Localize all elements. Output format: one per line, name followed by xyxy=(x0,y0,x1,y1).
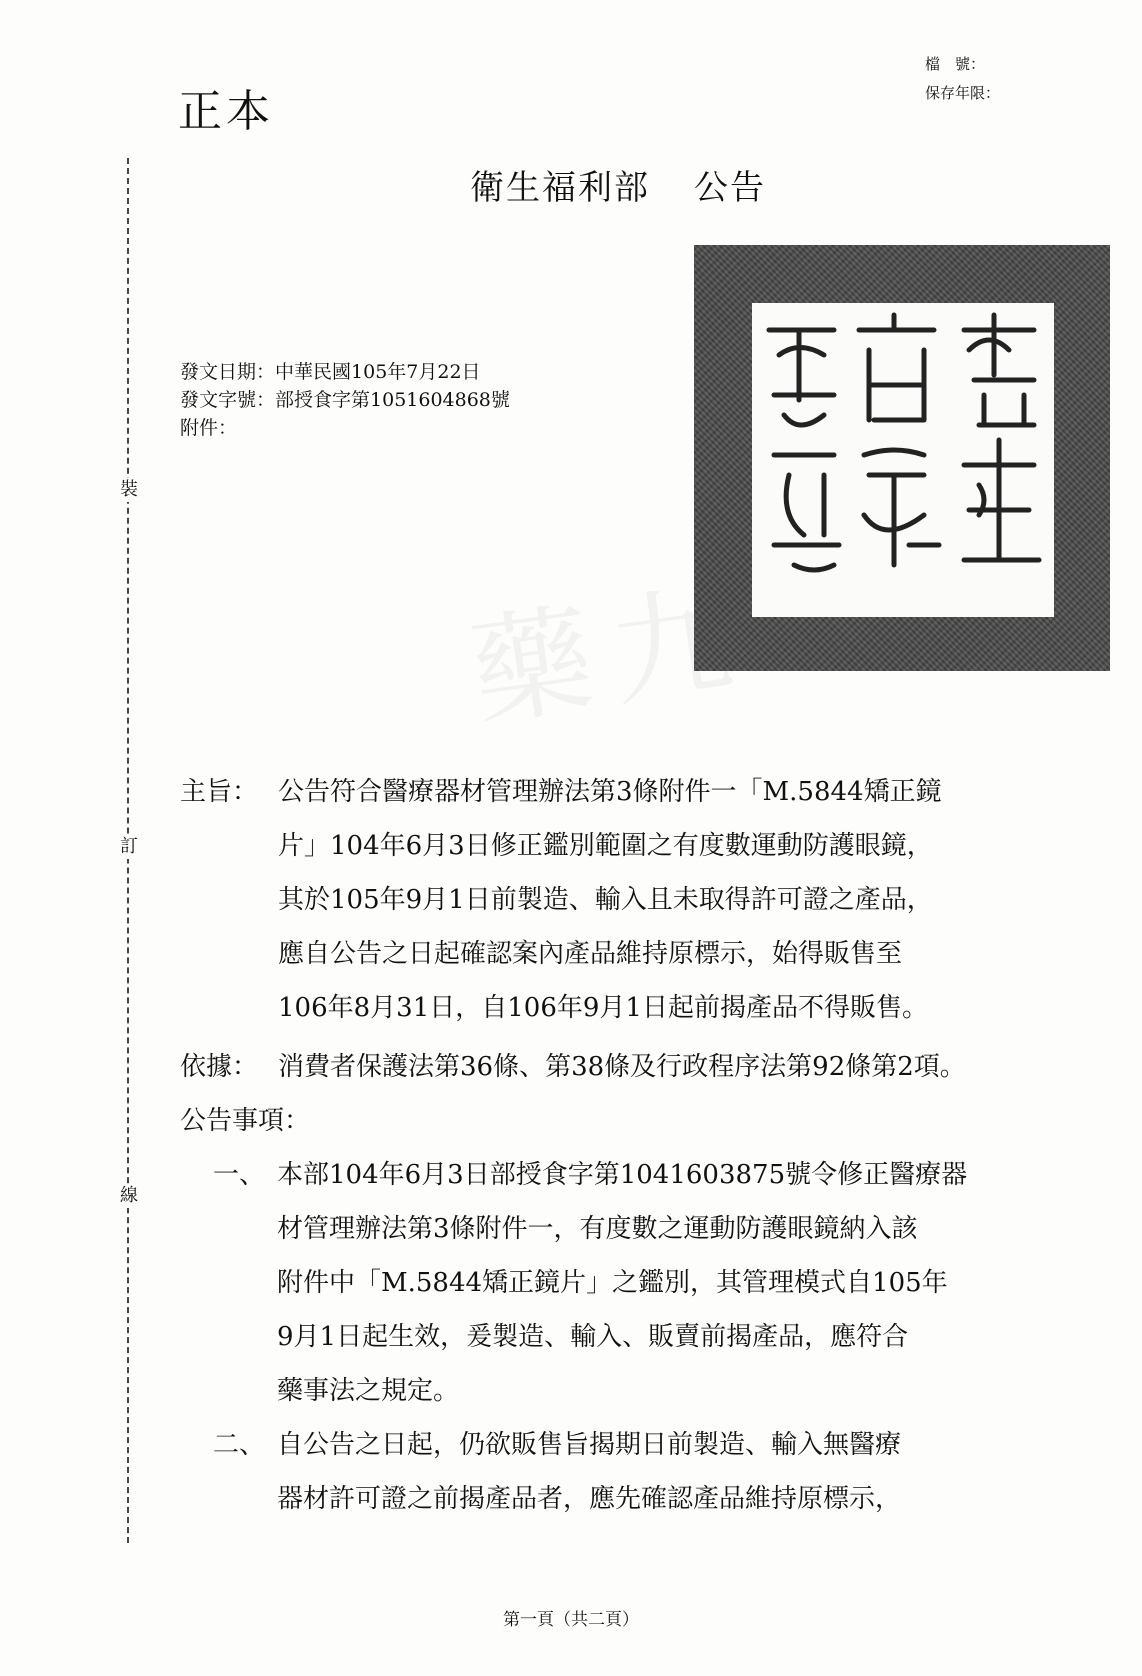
attachment-row xyxy=(180,414,510,442)
official-seal xyxy=(694,245,1110,671)
item-2-line-2: 器材許可證之前揭產品者，應先確認產品維持原標示， xyxy=(277,1484,902,1514)
original-copy-mark: 正本 xyxy=(178,86,274,137)
issue-number-value: 部授食字第1051604868號 xyxy=(275,389,510,411)
issue-info xyxy=(180,358,510,442)
agency-name: 衛生福利部 xyxy=(470,168,650,208)
issue-number-row xyxy=(180,386,510,414)
item-1-line-4: 9月1日起生效，爰製造、輸入、販賣前揭產品，應符合 xyxy=(277,1322,909,1352)
basis-text: 消費者保護法第36條、第38條及行政程序法第92條第2項。 xyxy=(278,1052,966,1082)
announcement-item-1 xyxy=(213,1148,967,1418)
binding-char-zhuang: 裝 xyxy=(117,478,141,502)
binding-char-ding: 訂 xyxy=(117,835,141,859)
subject-line-4: 應自公告之日起確認案內產品維持原標示，始得販售至 xyxy=(278,939,903,969)
document-type: 公告 xyxy=(694,168,766,208)
subject-section xyxy=(180,765,942,1035)
document-title xyxy=(470,160,766,209)
item-2-label: 二、 xyxy=(213,1430,266,1460)
subject-line-3: 其於105年9月1日前製造、輸入且未取得許可證之產品， xyxy=(278,885,933,915)
issue-date-value: 中華民國105年7月22日 xyxy=(275,361,481,383)
seal-script-drawing xyxy=(694,245,1110,671)
basis-section xyxy=(180,1040,966,1094)
item-1-line-5: 藥事法之規定。 xyxy=(277,1376,460,1406)
issue-date-row xyxy=(180,358,510,386)
file-meta xyxy=(925,50,1000,108)
announcement-item-2 xyxy=(213,1418,901,1526)
binding-char-xian: 線 xyxy=(117,1184,141,1208)
issue-date-label: 發文日期： xyxy=(180,361,276,383)
basis-label: 依據： xyxy=(180,1052,259,1082)
page-number: 第一頁（共二頁） xyxy=(503,1610,639,1630)
subject-line-1: 主旨： 公告符合醫療器材管理辦法第3條附件一「M.5844矯正鏡 xyxy=(180,765,942,819)
item-1-line-3: 附件中「M.5844矯正鏡片」之鑑別，其管理模式自105年 xyxy=(277,1268,948,1298)
item-1-line-1: 本部104年6月3日部授食字第1041603875號令修正醫療器 xyxy=(277,1160,968,1190)
retention-label: 保存年限： xyxy=(925,84,1001,102)
subject-line-5: 106年8月31日，自106年9月1日起前揭產品不得販售。 xyxy=(278,993,928,1023)
file-number-label: 檔 號： xyxy=(925,55,986,73)
issue-number-label: 發文字號： xyxy=(180,389,276,411)
item-1-label: 一、 xyxy=(213,1160,266,1190)
items-heading: 公告事項： xyxy=(180,1106,311,1136)
item-1-line-2: 材管理辦法第3條附件一，有度數之運動防護眼鏡納入該 xyxy=(277,1214,918,1244)
subject-label: 主旨： xyxy=(180,777,259,807)
attachment-label: 附件： xyxy=(180,417,238,439)
item-2-line-1: 自公告之日起，仍欲販售旨揭期日前製造、輸入無醫療 xyxy=(277,1430,902,1460)
subject-line-2: 片」104年6月3日修正鑑別範圍之有度數運動防護眼鏡， xyxy=(278,831,933,861)
